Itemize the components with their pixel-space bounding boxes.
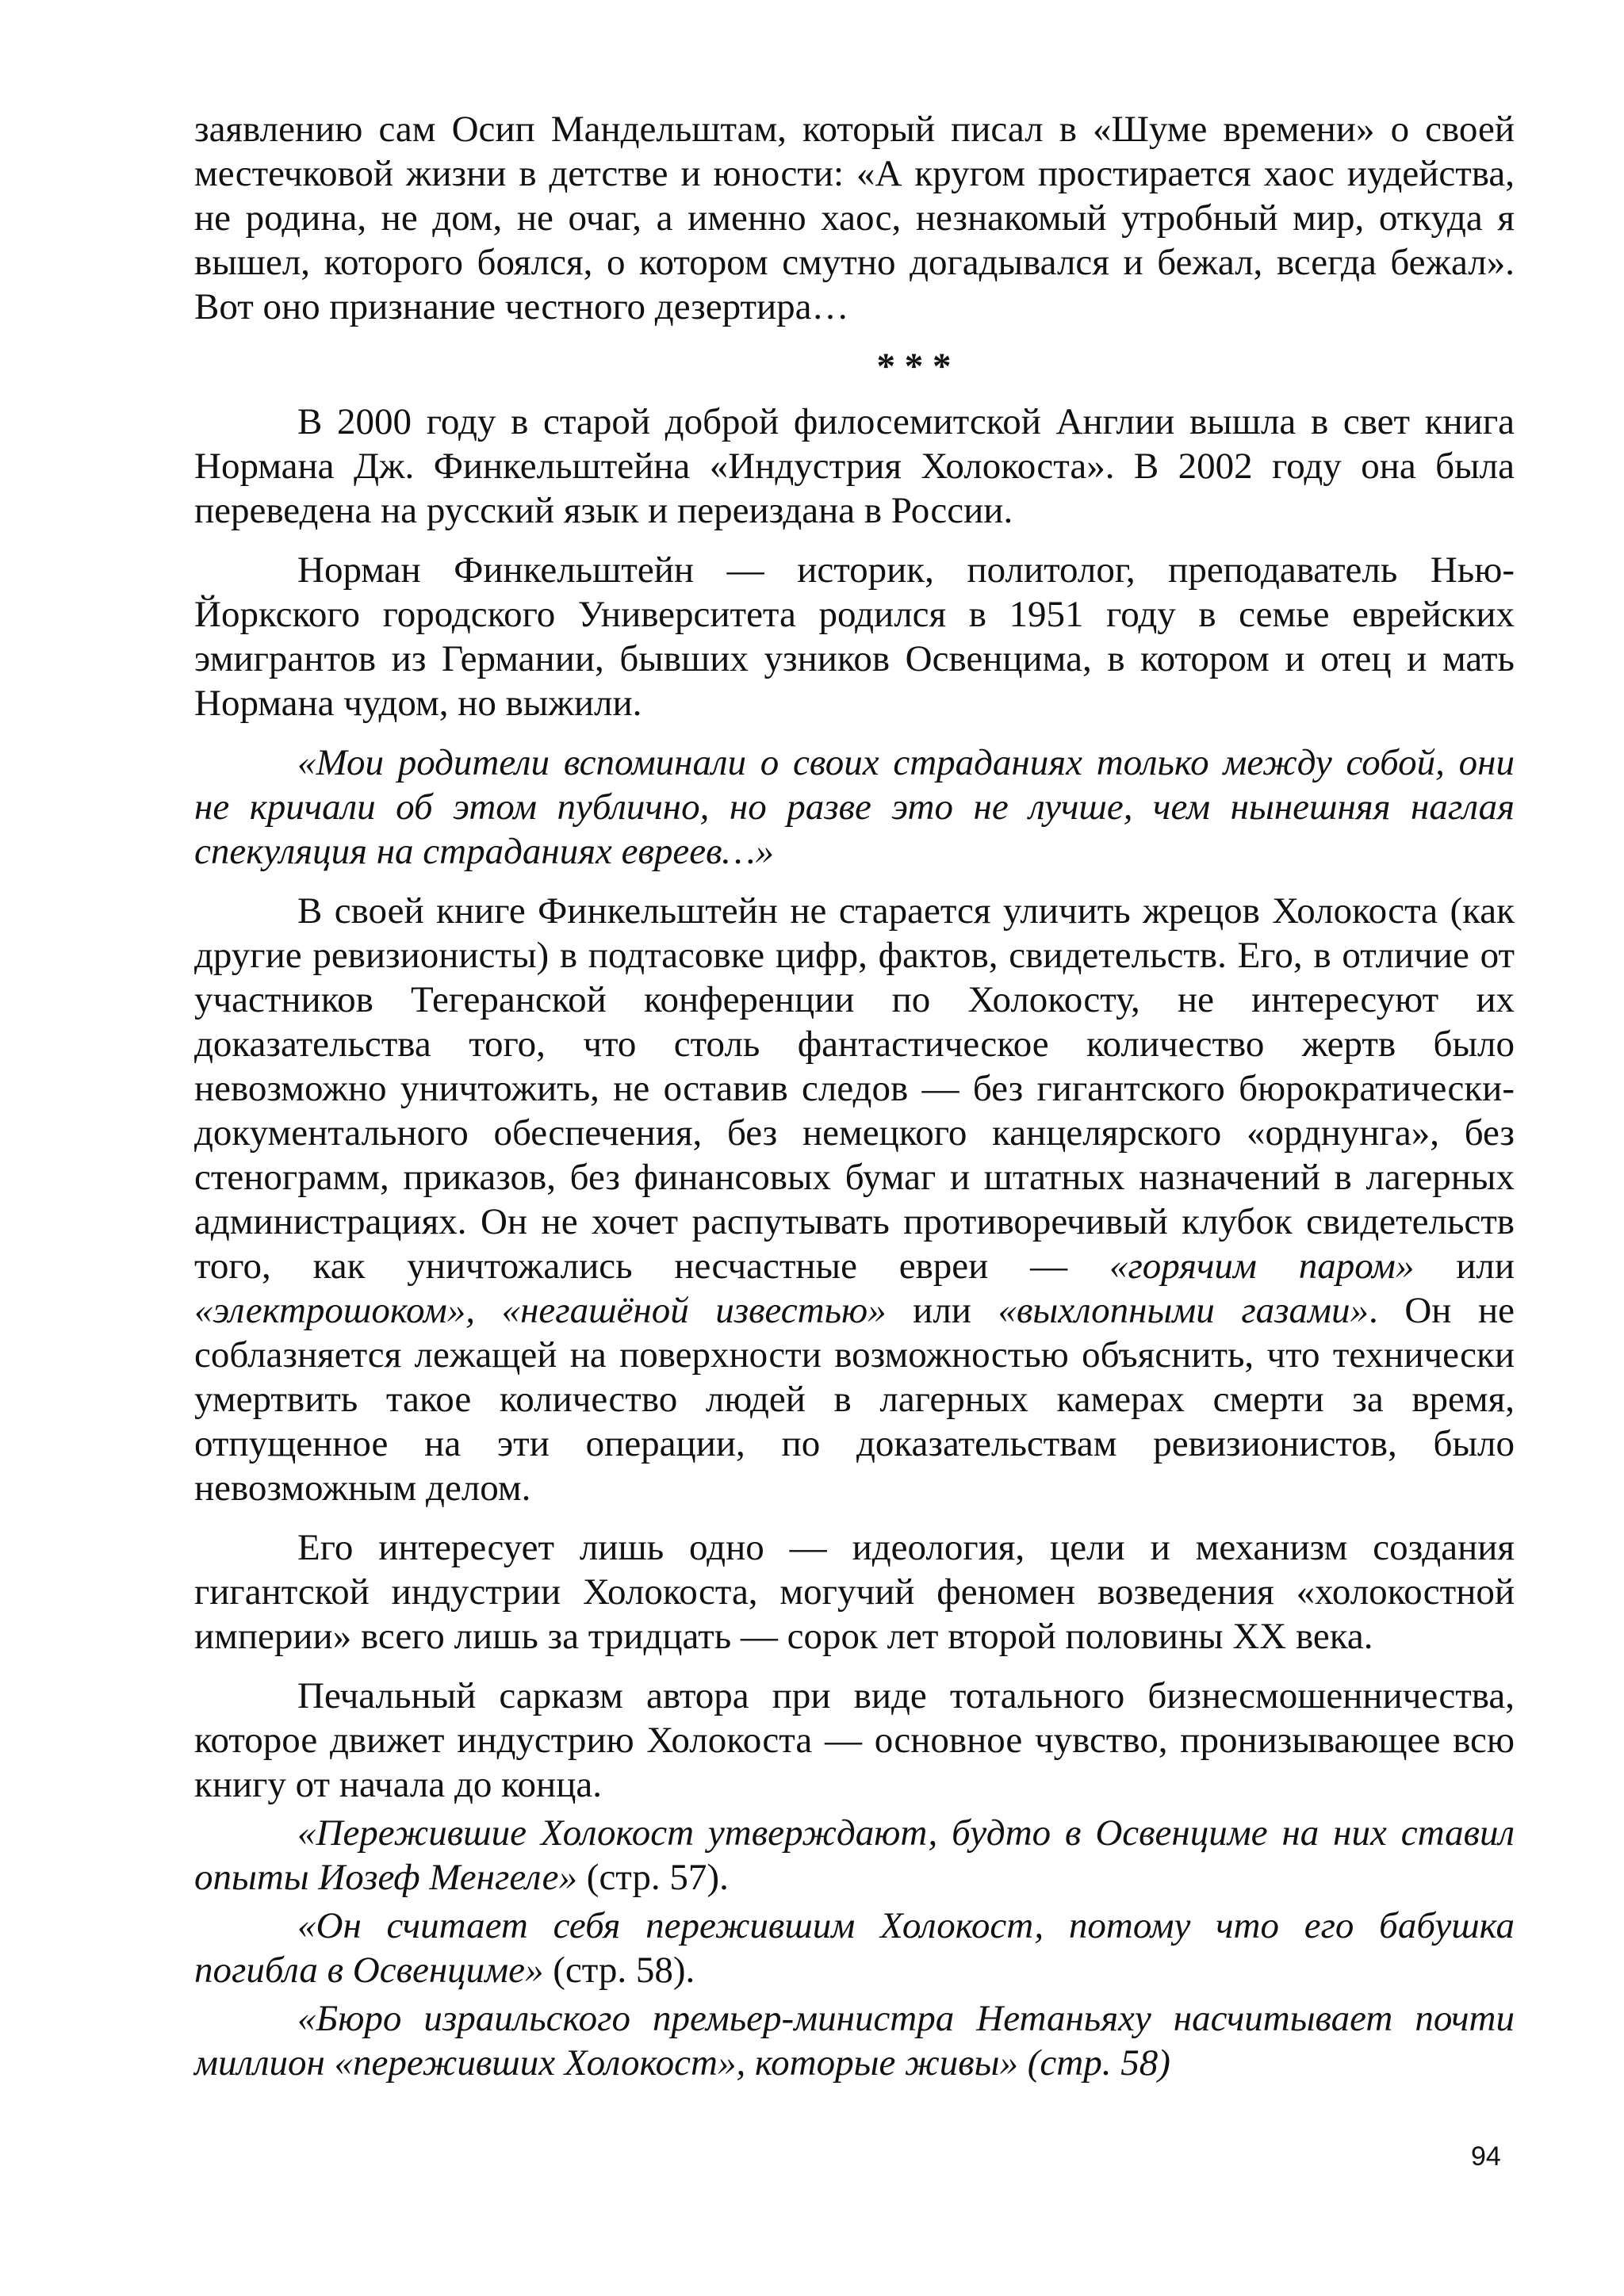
paragraph-mandelstam: заявлению сам Осип Мандельштам, который писал в «Шуме времени» о своей местечковой жизни в детстве и юности: «А кругом простирается хаос иудейства, не родина, не дом, не очаг, а именно хаос, незнакомый утробный мир, откуда я вышел, которого боялся, о котором смутно догадывался и бежал, всегда бежал». Вот оно признание честного дезертира… xyxy=(194,109,1515,327)
paragraph-finkelstein-bio: Норман Финкельштейн — историк, политолог, преподаватель Нью-Йоркского городского Университета родился в 1951 году в семье еврейских эмигрантов из Германии, бывших узников Освенцима, в котором и отец и мать Нормана чудом, но выжили. xyxy=(194,549,1515,724)
quote-parents: «Мои родители вспоминали о своих страданиях только между собой, они не кричали об этом публично, но разве это не лучше, чем нынешняя наглая спекуляция на страданиях евреев…» xyxy=(194,742,1515,872)
italic-phrase-hot-steam: «горячим паром» xyxy=(1109,1246,1415,1287)
paragraph-book-approach xyxy=(194,889,1515,1510)
quote-mengele xyxy=(194,1811,1515,1900)
page-reference: (стр. 57). xyxy=(577,1857,729,1898)
document-page xyxy=(194,107,1515,2089)
page-reference: (стр. 58). xyxy=(543,1950,695,1991)
section-separator: * * * xyxy=(876,346,952,387)
page-number: 94 xyxy=(1471,2141,1501,2172)
text-run: В своей книге Финкельштейн не старается уличить жрецов Холокоста (как другие ревизионисты) в подтасовке цифр, фактов, свидетельств. Его, в отличие от участников Тегеранской конференции по Холокосту, не интересуют их доказательства того, что столь фантастическое количество жертв было невозможно уничтожить, не оставив следов — без гигантского бюрократически-документального обеспечения, без немецкого канцелярского «орднунга», без стенограмм, приказов, без финансовых бумаг и штатных назначений в лагерных администрациях. Он не хочет распутывать противоречивый клубок свидетельств того, как уничтожались несчастные евреи — xyxy=(194,890,1515,1287)
paragraph-sarcasm: Печальный сарказм автора при виде тотального бизнесмошенничества, которое движет индустрию Холокоста — основное чувство, пронизывающее всю книгу от начала до конца. xyxy=(194,1675,1515,1805)
paragraph-book-publication: В 2000 году в старой доброй филосемитской Англии вышла в свет книга Нормана Дж. Финкельштейна «Индустрия Холокоста». В 2002 году она была переведена на русский язык и переиздана в России. xyxy=(194,401,1515,531)
italic-phrase-exhaust-gas: «выхлопными газами» xyxy=(998,1290,1369,1331)
paragraph-interest: Его интересует лишь одно — идеология, цели и механизм создания гигантской индустрии Холокоста, могучий феномен возведения «холокостной империи» всего лишь за тридцать — сорок лет второй половины XX века. xyxy=(194,1527,1515,1657)
quote-netanyahu: «Бюро израильского премьер-министра Нетаньяху насчитывает почти миллион «переживших Холокост», которые живы» (стр. 58) xyxy=(194,1998,1515,2084)
quote-grandmother xyxy=(194,1904,1515,1992)
text-run: или xyxy=(886,1290,998,1331)
quote-text: «Он считает себя пережившим Холокост, потому что его бабушка погибла в Освенциме» xyxy=(194,1905,1515,1991)
italic-phrase-electroshock-lime: «электрошоком», «негашёной известью» xyxy=(194,1290,887,1331)
text-run: или xyxy=(1414,1246,1515,1287)
quote-text: «Пережившие Холокост утверждают, будто в Освенциме на них ставил опыты Иозеф Менгеле» xyxy=(194,1812,1515,1898)
text-run: . Он не соблазняется лежащей на поверхности возможностью объяснить, что технически умертвить такое количество людей в лагерных камерах смерти за время, отпущенное на эти операции, по доказательствам ревизионистов, было невозможным делом. xyxy=(194,1290,1515,1509)
